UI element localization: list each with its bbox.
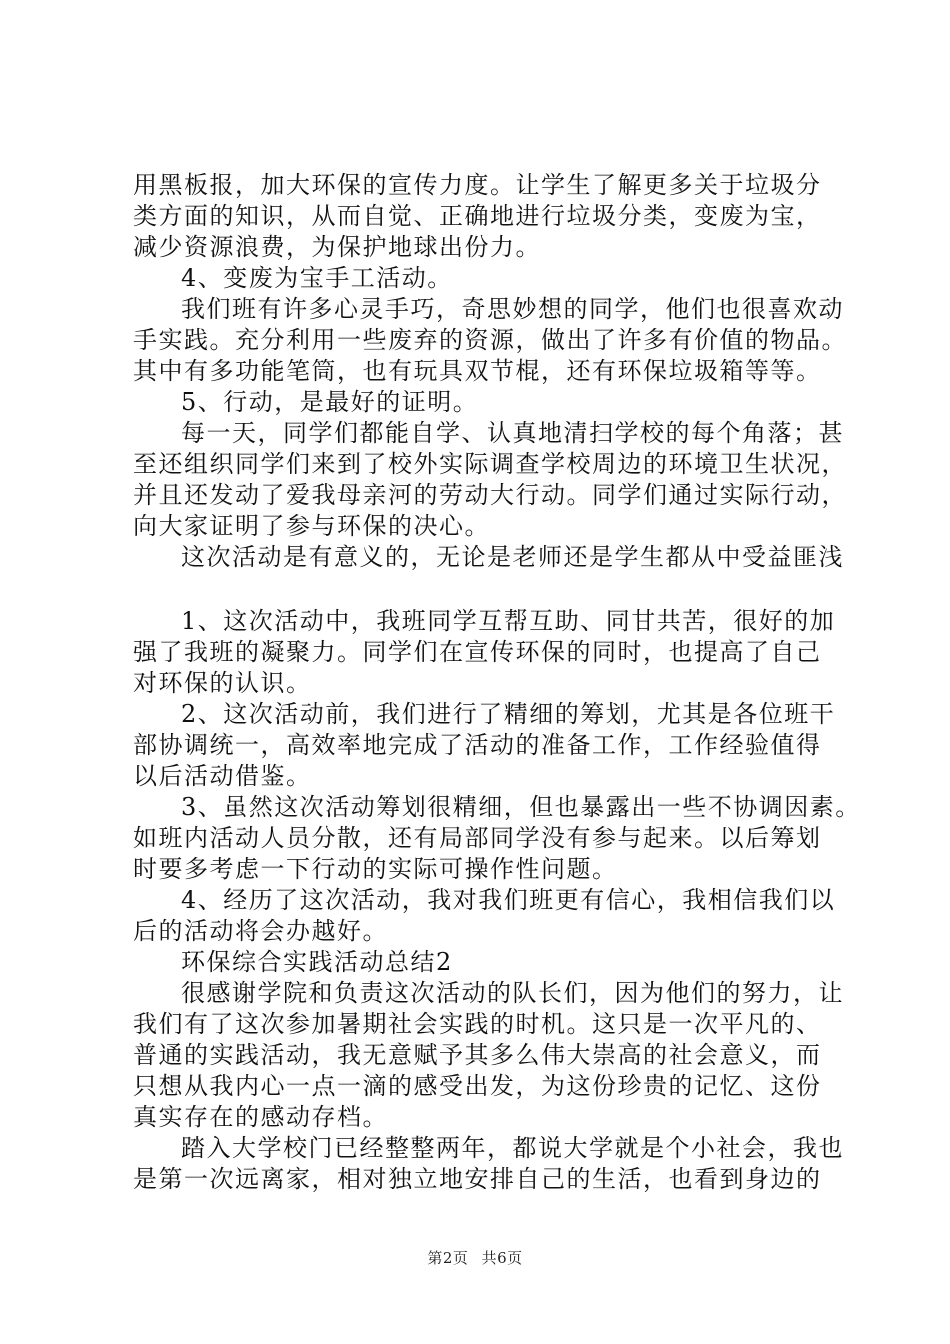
text-line: 其中有多功能笔筒，也有玩具双节棍，还有环保垃圾箱等等。 (133, 357, 822, 385)
text-line: 减少资源浪费，为保护地球出份力。 (133, 233, 541, 261)
text-line: 向大家证明了参与环保的决心。 (133, 512, 490, 540)
text-line: 这次活动是有意义的，无论是老师还是学生都从中受益匪浅 (181, 543, 844, 571)
text-line: 以后活动借鉴。 (133, 762, 312, 790)
text-line: 部协调统一，高效率地完成了活动的准备工作，工作经验值得 (133, 731, 822, 759)
text-line: 3、虽然这次活动筹划很精细，但也暴露出一些不协调因素。 (181, 793, 861, 821)
text-line: 强了我班的凝聚力。同学们在宣传环保的同时，也提高了自己 (133, 638, 822, 666)
page-number: 第2页 (427, 1249, 469, 1267)
text-line: 如班内活动人员分散，还有局部同学没有参与起来。以后筹划 (133, 824, 822, 852)
section-title: 环保综合实践活动总结2 (181, 948, 453, 976)
text-line: 用黑板报，加大环保的宣传力度。让学生了解更多关于垃圾分 (133, 171, 822, 199)
text-line: 1、这次活动中，我班同学互帮互助、同甘共苦，很好的加 (181, 607, 836, 635)
text-line: 只想从我内心一点一滴的感受出发，为这份珍贵的记忆、这份 (133, 1072, 822, 1100)
text-line: 每一天，同学们都能自学、认真地清扫学校的每个角落；甚 (181, 419, 844, 447)
text-line: 对环保的认识。 (133, 669, 312, 697)
page-footer (0, 1247, 950, 1268)
text-line: 踏入大学校门已经整整两年，都说大学就是个小社会，我也 (181, 1134, 844, 1162)
text-line: 手实践。充分利用一些废弃的资源，做出了许多有价值的物品。 (133, 326, 847, 354)
page-total: 共6页 (481, 1249, 523, 1267)
text-line: 真实存在的感动存档。 (133, 1103, 388, 1131)
text-line: 类方面的知识，从而自觉、正确地进行垃圾分类，变废为宝， (133, 202, 822, 230)
text-line: 后的活动将会办越好。 (133, 917, 388, 945)
document-body (133, 170, 861, 1195)
text-line: 并且还发动了爱我母亲河的劳动大行动。同学们通过实际行动， (133, 481, 847, 509)
section-heading: 4、变废为宝手工活动。 (181, 264, 453, 292)
text-line: 普通的实践活动，我无意赋予其多么伟大崇高的社会意义，而 (133, 1041, 822, 1069)
text-line: 4、经历了这次活动，我对我们班更有信心，我相信我们以 (181, 886, 836, 914)
text-line: 至还组织同学们来到了校外实际调查学校周边的环境卫生状况， (133, 450, 847, 478)
text-line: 我们有了这次参加暑期社会实践的时机。这只是一次平凡的、 (133, 1010, 822, 1038)
text-line: 是第一次远离家，相对独立地安排自己的生活，也看到身边的 (133, 1165, 822, 1193)
text-line: 时要多考虑一下行动的实际可操作性问题。 (133, 855, 618, 883)
section-heading: 5、行动，是最好的证明。 (181, 388, 479, 416)
text-line: 很感谢学院和负责这次活动的队长们，因为他们的努力，让 (181, 979, 844, 1007)
text-line: 2、这次活动前，我们进行了精细的筹划，尤其是各位班干 (181, 700, 836, 728)
text-line: 我们班有许多心灵手巧，奇思妙想的同学，他们也很喜欢动 (181, 295, 844, 323)
